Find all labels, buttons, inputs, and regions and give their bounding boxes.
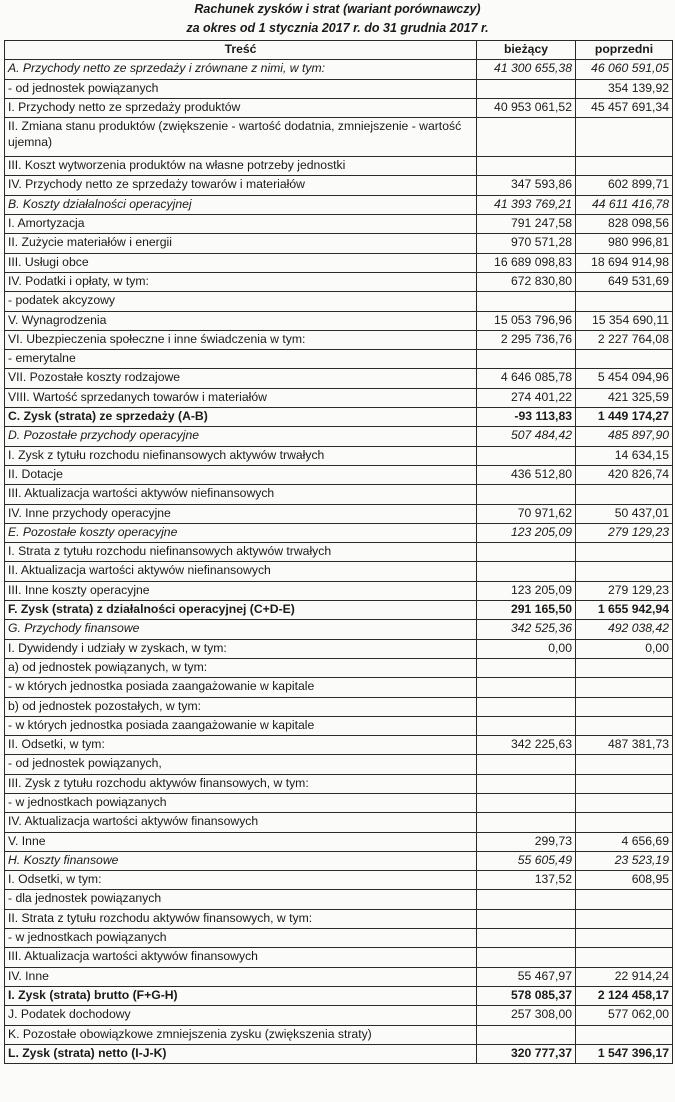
row-current-value: 342 525,36 [477,620,576,639]
table-row [5,98,673,117]
row-current-value [477,697,576,716]
row-current-value: 299,73 [477,832,576,851]
row-label: D. Pozostałe przychody operacyjne [5,427,477,446]
row-current-value: 672 830,80 [477,272,576,291]
row-label: II. Strata z tytułu rozchodu aktywów finansowych, w tym: [5,909,477,928]
row-label: F. Zysk (strata) z działalności operacyjnej (C+D-E) [5,601,477,620]
row-current-value: 436 512,80 [477,465,576,484]
row-label: E. Pozostałe koszty operacyjne [5,523,477,542]
table-body [5,60,673,1064]
table-row [5,446,673,465]
table-row [5,774,673,793]
row-previous-value [576,929,673,948]
table-row [5,253,673,272]
row-label: III. Inne koszty operacyjne [5,581,477,600]
row-previous-value [576,292,673,311]
row-current-value: 55 605,49 [477,851,576,870]
row-label: IV. Przychody netto ze sprzedaży towarów i materiałów [5,176,477,195]
row-previous-value [576,948,673,967]
statement-title: Rachunek zysków i strat (wariant porównawczy) [194,2,481,16]
row-previous-value: 1 449 174,27 [576,408,673,427]
table-row [5,157,673,176]
row-current-value: 16 689 098,83 [477,253,576,272]
row-previous-value [576,118,673,157]
table-header-row [5,41,673,60]
row-current-value [477,157,576,176]
table-row [5,658,673,677]
row-label: I. Przychody netto ze sprzedaży produktów [5,98,477,117]
table-row [5,195,673,214]
table-row [5,601,673,620]
table-row [5,1044,673,1063]
row-label: II. Odsetki, w tym: [5,736,477,755]
table-row [5,1025,673,1044]
header-current: bieżący [477,41,576,60]
table-row [5,851,673,870]
row-label: IV. Podatki i opłaty, w tym: [5,272,477,291]
row-label: I. Zysk (strata) brutto (F+G-H) [5,986,477,1005]
row-label: V. Wynagrodzenia [5,311,477,330]
row-previous-value [576,1025,673,1044]
row-current-value: 2 295 736,76 [477,330,576,349]
row-previous-value [576,755,673,774]
row-previous-value: 577 062,00 [576,1006,673,1025]
row-previous-value: 487 381,73 [576,736,673,755]
row-label: J. Podatek dochodowy [5,1006,477,1025]
row-current-value: 347 593,86 [477,176,576,195]
statement-heading [0,0,675,38]
row-current-value [477,890,576,909]
row-current-value [477,79,576,98]
table-row [5,485,673,504]
table-row [5,620,673,639]
row-previous-value: 44 611 416,78 [576,195,673,214]
row-current-value: 0,00 [477,639,576,658]
row-label: a) od jednostek powiązanych, w tym: [5,658,477,677]
table-row [5,562,673,581]
table-row [5,176,673,195]
row-previous-value: 0,00 [576,639,673,658]
row-current-value [477,948,576,967]
row-previous-value: 602 899,71 [576,176,673,195]
row-label: I. Zysk z tytułu rozchodu niefinansowych aktywów trwałych [5,446,477,465]
row-current-value: 320 777,37 [477,1044,576,1063]
row-previous-value: 421 325,59 [576,388,673,407]
row-previous-value: 14 634,15 [576,446,673,465]
row-current-value [477,755,576,774]
row-label: V. Inne [5,832,477,851]
table-row [5,639,673,658]
row-current-value: 342 225,63 [477,736,576,755]
row-current-value [477,813,576,832]
row-previous-value: 22 914,24 [576,967,673,986]
row-label: - od jednostek powiązanych, [5,755,477,774]
row-label: b) od jednostek pozostałych, w tym: [5,697,477,716]
row-previous-value [576,543,673,562]
row-current-value: 291 165,50 [477,601,576,620]
table-row [5,736,673,755]
row-current-value [477,485,576,504]
table-row [5,118,673,157]
row-previous-value: 828 098,56 [576,215,673,234]
row-label: II. Zużycie materiałów i energii [5,234,477,253]
table-row [5,793,673,812]
table-row [5,369,673,388]
row-label: - w jednostkach powiązanych [5,929,477,948]
row-current-value: 15 053 796,96 [477,311,576,330]
row-previous-value: 4 656,69 [576,832,673,851]
row-current-value: 970 571,28 [477,234,576,253]
table-row [5,967,673,986]
row-previous-value [576,350,673,369]
table-row [5,465,673,484]
table-row [5,1006,673,1025]
row-label: III. Aktualizacja wartości aktywów niefinansowych [5,485,477,504]
row-previous-value: 980 996,81 [576,234,673,253]
row-label: III. Zysk z tytułu rozchodu aktywów finansowych, w tym: [5,774,477,793]
table-row [5,929,673,948]
table-row [5,311,673,330]
row-label: VIII. Wartość sprzedanych towarów i materiałów [5,388,477,407]
row-current-value [477,793,576,812]
row-label: IV. Inne przychody operacyjne [5,504,477,523]
table-row [5,948,673,967]
table-row [5,890,673,909]
table-row [5,581,673,600]
row-current-value: 40 953 061,52 [477,98,576,117]
row-current-value [477,118,576,157]
row-label: II. Zmiana stanu produktów (zwiększenie - wartość dodatnia, zmniejszenie - wartość ujemna) [5,118,477,157]
row-label: - podatek akcyzowy [5,292,477,311]
row-current-value: 578 085,37 [477,986,576,1005]
row-label: I. Strata z tytułu rozchodu niefinansowych aktywów trwałych [5,543,477,562]
row-previous-value: 46 060 591,05 [576,60,673,79]
row-previous-value: 420 826,74 [576,465,673,484]
row-current-value [477,543,576,562]
row-current-value [477,446,576,465]
row-previous-value: 279 129,23 [576,581,673,600]
table-row [5,986,673,1005]
row-label: II. Dotacje [5,465,477,484]
row-label: I. Dywidendy i udziały w zyskach, w tym: [5,639,477,658]
row-previous-value: 649 531,69 [576,272,673,291]
row-current-value: 70 971,62 [477,504,576,523]
row-previous-value [576,774,673,793]
row-current-value: 123 205,09 [477,581,576,600]
header-previous: poprzedni [576,41,673,60]
row-current-value: 55 467,97 [477,967,576,986]
row-previous-value: 5 454 094,96 [576,369,673,388]
row-previous-value: 23 523,19 [576,851,673,870]
statement-period: za okres od 1 stycznia 2017 r. do 31 grudnia 2017 r. [186,21,489,35]
table-row [5,60,673,79]
row-label: I. Amortyzacja [5,215,477,234]
table-row [5,678,673,697]
row-previous-value: 279 129,23 [576,523,673,542]
table-row [5,755,673,774]
table-row [5,427,673,446]
table-row [5,79,673,98]
table-row [5,871,673,890]
table-row [5,697,673,716]
table-row [5,832,673,851]
row-previous-value: 492 038,42 [576,620,673,639]
row-label: III. Usługi obce [5,253,477,272]
table-row [5,523,673,542]
row-previous-value [576,697,673,716]
row-previous-value [576,658,673,677]
table-row [5,909,673,928]
row-label: A. Przychody netto ze sprzedaży i zrównane z nimi, w tym: [5,60,477,79]
row-previous-value [576,890,673,909]
row-previous-value [576,678,673,697]
row-previous-value [576,485,673,504]
row-label: - w których jednostka posiada zaangażowanie w kapitale [5,716,477,735]
row-current-value: 41 393 769,21 [477,195,576,214]
row-current-value [477,929,576,948]
row-label: H. Koszty finansowe [5,851,477,870]
row-previous-value: 354 139,92 [576,79,673,98]
row-label: L. Zysk (strata) netto (I-J-K) [5,1044,477,1063]
row-previous-value [576,793,673,812]
row-current-value [477,658,576,677]
table-row [5,272,673,291]
row-previous-value [576,716,673,735]
row-previous-value: 485 897,90 [576,427,673,446]
table-row [5,350,673,369]
row-current-value [477,716,576,735]
row-current-value: 4 646 085,78 [477,369,576,388]
row-current-value [477,562,576,581]
row-current-value: 41 300 655,38 [477,60,576,79]
row-label: VI. Ubezpieczenia społeczne i inne świadczenia w tym: [5,330,477,349]
row-previous-value: 2 124 458,17 [576,986,673,1005]
row-label: - emerytalne [5,350,477,369]
row-current-value [477,1025,576,1044]
row-previous-value [576,909,673,928]
row-current-value: 137,52 [477,871,576,890]
row-previous-value: 45 457 691,34 [576,98,673,117]
row-label: IV. Inne [5,967,477,986]
row-label: - dla jednostek powiązanych [5,890,477,909]
row-label: - w których jednostka posiada zaangażowanie w kapitale [5,678,477,697]
row-current-value: -93 113,83 [477,408,576,427]
row-current-value [477,774,576,793]
row-label: I. Odsetki, w tym: [5,871,477,890]
table-row [5,504,673,523]
row-label: III. Koszt wytworzenia produktów na własne potrzeby jednostki [5,157,477,176]
row-label: K. Pozostałe obowiązkowe zmniejszenia zysku (zwiększenia straty) [5,1025,477,1044]
income-statement-table [4,40,673,1064]
row-label: - w jednostkach powiązanych [5,793,477,812]
row-label: B. Koszty działalności operacyjnej [5,195,477,214]
table-row [5,813,673,832]
header-description: Treść [5,41,477,60]
row-previous-value: 15 354 690,11 [576,311,673,330]
row-previous-value [576,157,673,176]
row-previous-value: 50 437,01 [576,504,673,523]
table-row [5,543,673,562]
row-current-value: 791 247,58 [477,215,576,234]
row-previous-value: 18 694 914,98 [576,253,673,272]
row-current-value [477,678,576,697]
table-row [5,330,673,349]
row-previous-value: 1 547 396,17 [576,1044,673,1063]
table-row [5,234,673,253]
row-previous-value: 1 655 942,94 [576,601,673,620]
row-label: II. Aktualizacja wartości aktywów niefinansowych [5,562,477,581]
table-row [5,408,673,427]
table-row [5,388,673,407]
row-label: G. Przychody finansowe [5,620,477,639]
row-current-value: 507 484,42 [477,427,576,446]
row-current-value: 123 205,09 [477,523,576,542]
row-previous-value: 608,95 [576,871,673,890]
row-label: C. Zysk (strata) ze sprzedaży (A-B) [5,408,477,427]
row-current-value [477,292,576,311]
row-previous-value [576,813,673,832]
row-label: III. Aktualizacja wartości aktywów finansowych [5,948,477,967]
row-current-value [477,909,576,928]
row-label: IV. Aktualizacja wartości aktywów finansowych [5,813,477,832]
row-current-value: 257 308,00 [477,1006,576,1025]
row-previous-value: 2 227 764,08 [576,330,673,349]
table-row [5,215,673,234]
row-current-value [477,350,576,369]
row-current-value: 274 401,22 [477,388,576,407]
table-row [5,716,673,735]
table-row [5,292,673,311]
row-previous-value [576,562,673,581]
row-label: - od jednostek powiązanych [5,79,477,98]
row-label: VII. Pozostałe koszty rodzajowe [5,369,477,388]
